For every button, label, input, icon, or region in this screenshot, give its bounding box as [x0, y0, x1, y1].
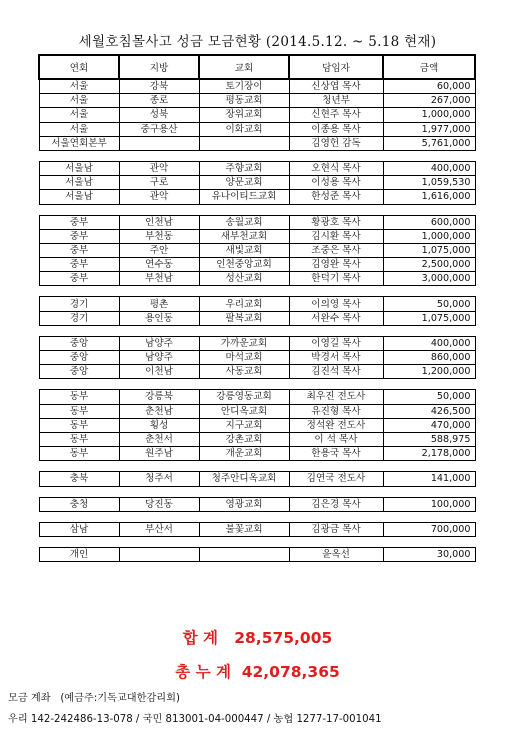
cell-church: 사동교회: [199, 365, 289, 379]
cell-amount: 60,000: [383, 79, 475, 94]
table-row: [39, 297, 475, 311]
cell-church: 강릉영동교회: [199, 390, 289, 404]
cell-conference: 서울연회본부: [39, 136, 119, 150]
cell-pastor: 김은경 목사: [289, 497, 383, 511]
group-spacer-row: [39, 286, 475, 297]
cell-pastor: 한성준 목사: [289, 190, 383, 204]
table-row: [39, 351, 475, 365]
group-spacer-row: [39, 150, 475, 161]
cell-amount: 267,000: [383, 94, 475, 108]
cell-pastor: 박경서 목사: [289, 351, 383, 365]
cell-amount: 1,616,000: [383, 190, 475, 204]
group-spacer-cell: [39, 536, 475, 547]
cell-church: 성산교회: [199, 272, 289, 286]
header-church: 교회: [199, 55, 289, 79]
cell-district: 남양주: [119, 336, 199, 350]
cell-district: [119, 136, 199, 150]
cell-pastor: 정석완 전도사: [289, 418, 383, 432]
cell-pastor: 조중은 목사: [289, 243, 383, 257]
cell-amount: 400,000: [383, 161, 475, 175]
cell-district: 용인동: [119, 311, 199, 325]
total-value: 28,575,005: [234, 629, 333, 647]
cell-church: 유나이티드교회: [199, 190, 289, 204]
cell-church: 청주안디옥교회: [199, 472, 289, 486]
cell-amount: 400,000: [383, 336, 475, 350]
cell-amount: 1,977,000: [383, 122, 475, 136]
table-row: [39, 272, 475, 286]
cell-conference: 중앙: [39, 351, 119, 365]
grand-total-line: [0, 660, 515, 682]
cell-amount: 141,000: [383, 472, 475, 486]
cell-amount: 600,000: [383, 215, 475, 229]
cell-amount: 2,500,000: [383, 258, 475, 272]
table-row: [39, 108, 475, 122]
cell-district: 강북: [119, 79, 199, 94]
cell-pastor: 김영완 목사: [289, 258, 383, 272]
cell-conference: 서울: [39, 79, 119, 94]
donation-table: [38, 54, 476, 562]
cell-amount: 1,075,000: [383, 311, 475, 325]
cell-church: 장위교회: [199, 108, 289, 122]
cell-district: 성북: [119, 108, 199, 122]
cell-amount: 1,200,000: [383, 365, 475, 379]
group-spacer-cell: [39, 511, 475, 522]
cell-pastor: 한덕기 목사: [289, 272, 383, 286]
cell-conference: 경기: [39, 297, 119, 311]
cell-pastor: 청년부: [289, 94, 383, 108]
cell-pastor: 김영헌 감독: [289, 136, 383, 150]
cell-amount: 5,761,000: [383, 136, 475, 150]
cell-conference: 충청: [39, 497, 119, 511]
cell-church: [199, 547, 289, 561]
cell-amount: 1,075,000: [383, 243, 475, 257]
cell-conference: 중부: [39, 243, 119, 257]
cell-pastor: 김연국 전도사: [289, 472, 383, 486]
cell-church: 마석교회: [199, 351, 289, 365]
group-spacer-cell: [39, 325, 475, 336]
table-row: [39, 497, 475, 511]
cell-district: 구로: [119, 176, 199, 190]
cell-district: 평촌: [119, 297, 199, 311]
cell-district: 부산서: [119, 522, 199, 536]
cell-amount: 1,059,530: [383, 176, 475, 190]
table-row: [39, 404, 475, 418]
table-row: [39, 258, 475, 272]
cell-pastor: 이 석 목사: [289, 432, 383, 446]
cell-amount: 2,178,000: [383, 447, 475, 461]
table-row: [39, 418, 475, 432]
account-heading: 모금 계좌: [8, 693, 51, 704]
cell-church: 새부천교회: [199, 229, 289, 243]
cell-amount: 30,000: [383, 547, 475, 561]
header-amount: 금액: [383, 55, 475, 79]
cell-conference: 중부: [39, 272, 119, 286]
cell-amount: 700,000: [383, 522, 475, 536]
cell-amount: 588,975: [383, 432, 475, 446]
cell-church: 영광교회: [199, 497, 289, 511]
table-row: [39, 522, 475, 536]
cell-district: 종로: [119, 94, 199, 108]
cell-pastor: 이종용 목사: [289, 122, 383, 136]
total-line: [0, 626, 515, 648]
cell-conference: 동부: [39, 390, 119, 404]
cell-amount: 50,000: [383, 297, 475, 311]
table-body: [39, 79, 475, 562]
page-title: 세월호침몰사고 성금 모금현황 (2014.5.12. ~ 5.18 현재): [78, 34, 437, 50]
cell-conference: 서울: [39, 108, 119, 122]
table-row: [39, 122, 475, 136]
cell-conference: 충북: [39, 472, 119, 486]
cell-church: 강촌교회: [199, 432, 289, 446]
table-row: [39, 94, 475, 108]
account-holder: (예금주:기독교대한감리회): [60, 693, 180, 704]
cell-amount: 1,000,000: [383, 108, 475, 122]
table-row: [39, 390, 475, 404]
cell-conference: 중앙: [39, 365, 119, 379]
cell-district: 관악: [119, 190, 199, 204]
cell-amount: 426,500: [383, 404, 475, 418]
table-row: [39, 215, 475, 229]
cell-pastor: 황광호 목사: [289, 215, 383, 229]
group-spacer-row: [39, 486, 475, 497]
cell-church: 토기장이: [199, 79, 289, 94]
cell-pastor: 김진석 목사: [289, 365, 383, 379]
cell-district: [119, 547, 199, 561]
cell-district: 중구용산: [119, 122, 199, 136]
cell-pastor: 신현주 목사: [289, 108, 383, 122]
cell-pastor: 서완수 목사: [289, 311, 383, 325]
group-spacer-cell: [39, 150, 475, 161]
cell-church: [199, 136, 289, 150]
account-numbers: 우리 142-242486-13-078 / 국민 813001-04-000447 / 농협 1277-17-001041: [8, 714, 382, 725]
cell-pastor: 유진형 목사: [289, 404, 383, 418]
table-header-row: [39, 55, 475, 79]
cell-district: 당진동: [119, 497, 199, 511]
cell-pastor: 윤옥선: [289, 547, 383, 561]
group-spacer-row: [39, 461, 475, 472]
cell-conference: 중앙: [39, 336, 119, 350]
cell-church: 주향교회: [199, 161, 289, 175]
cell-pastor: 신상엽 목사: [289, 79, 383, 94]
cell-church: 안디옥교회: [199, 404, 289, 418]
cell-district: 춘천서: [119, 432, 199, 446]
table-row: [39, 547, 475, 561]
table-row: [39, 243, 475, 257]
group-spacer-cell: [39, 286, 475, 297]
cell-conference: 중부: [39, 215, 119, 229]
grand-total-value: 42,078,365: [241, 663, 340, 681]
cell-church: 팔복교회: [199, 311, 289, 325]
cell-conference: 중부: [39, 229, 119, 243]
group-spacer-cell: [39, 379, 475, 390]
cell-district: 춘천남: [119, 404, 199, 418]
cell-conference: 동부: [39, 418, 119, 432]
account-heading-line: [8, 689, 180, 704]
header-pastor: 담임자: [289, 55, 383, 79]
cell-church: 우리교회: [199, 297, 289, 311]
group-spacer-cell: [39, 461, 475, 472]
cell-amount: 3,000,000: [383, 272, 475, 286]
cell-conference: 중부: [39, 258, 119, 272]
cell-amount: 860,000: [383, 351, 475, 365]
cell-district: 주안: [119, 243, 199, 257]
cell-district: 강릉북: [119, 390, 199, 404]
cell-conference: 서울: [39, 122, 119, 136]
cell-pastor: 오현식 목사: [289, 161, 383, 175]
cell-pastor: 한용국 목사: [289, 447, 383, 461]
cell-district: 횡성: [119, 418, 199, 432]
table-row: [39, 336, 475, 350]
cell-pastor: 이의영 목사: [289, 297, 383, 311]
table-row: [39, 79, 475, 94]
table-row: [39, 311, 475, 325]
cell-conference: 서울남: [39, 161, 119, 175]
group-spacer-row: [39, 511, 475, 522]
table-row: [39, 432, 475, 446]
table-row: [39, 176, 475, 190]
group-spacer-row: [39, 204, 475, 215]
cell-conference: 개인: [39, 547, 119, 561]
cell-conference: 삼남: [39, 522, 119, 536]
cell-district: 청주서: [119, 472, 199, 486]
table-row: [39, 136, 475, 150]
total-label: 합 계: [182, 629, 219, 647]
cell-conference: 서울남: [39, 176, 119, 190]
table-row: [39, 229, 475, 243]
cell-church: 송월교회: [199, 215, 289, 229]
table-row: [39, 447, 475, 461]
group-spacer-row: [39, 536, 475, 547]
group-spacer-row: [39, 325, 475, 336]
cell-amount: 1,000,000: [383, 229, 475, 243]
cell-amount: 50,000: [383, 390, 475, 404]
cell-conference: 서울남: [39, 190, 119, 204]
cell-pastor: 최우진 전도사: [289, 390, 383, 404]
cell-church: 지구교회: [199, 418, 289, 432]
cell-district: 연수동: [119, 258, 199, 272]
cell-pastor: 이영길 목사: [289, 336, 383, 350]
cell-church: 불꽃교회: [199, 522, 289, 536]
cell-conference: 동부: [39, 432, 119, 446]
cell-district: 원주남: [119, 447, 199, 461]
cell-pastor: 김시환 목사: [289, 229, 383, 243]
cell-conference: 동부: [39, 447, 119, 461]
cell-conference: 경기: [39, 311, 119, 325]
cell-conference: 동부: [39, 404, 119, 418]
cell-church: 양문교회: [199, 176, 289, 190]
header-conference: 연회: [39, 55, 119, 79]
cell-pastor: 김광금 목사: [289, 522, 383, 536]
table-row: [39, 365, 475, 379]
cell-district: 부천남: [119, 272, 199, 286]
cell-conference: 서울: [39, 94, 119, 108]
cell-church: 이화교회: [199, 122, 289, 136]
table-row: [39, 161, 475, 175]
cell-pastor: 이성용 목사: [289, 176, 383, 190]
cell-district: 부천동: [119, 229, 199, 243]
table-row: [39, 190, 475, 204]
cell-amount: 470,000: [383, 418, 475, 432]
table-row: [39, 472, 475, 486]
grand-total-label: 총 누 계: [175, 663, 231, 681]
cell-church: 가까운교회: [199, 336, 289, 350]
cell-church: 새빛교회: [199, 243, 289, 257]
cell-district: 인천남: [119, 215, 199, 229]
cell-district: 남양주: [119, 351, 199, 365]
cell-church: 평동교회: [199, 94, 289, 108]
cell-amount: 100,000: [383, 497, 475, 511]
group-spacer-cell: [39, 204, 475, 215]
header-district: 지방: [119, 55, 199, 79]
group-spacer-cell: [39, 486, 475, 497]
cell-district: 이천남: [119, 365, 199, 379]
cell-district: 관악: [119, 161, 199, 175]
group-spacer-row: [39, 379, 475, 390]
cell-church: 개운교회: [199, 447, 289, 461]
cell-church: 인천중앙교회: [199, 258, 289, 272]
